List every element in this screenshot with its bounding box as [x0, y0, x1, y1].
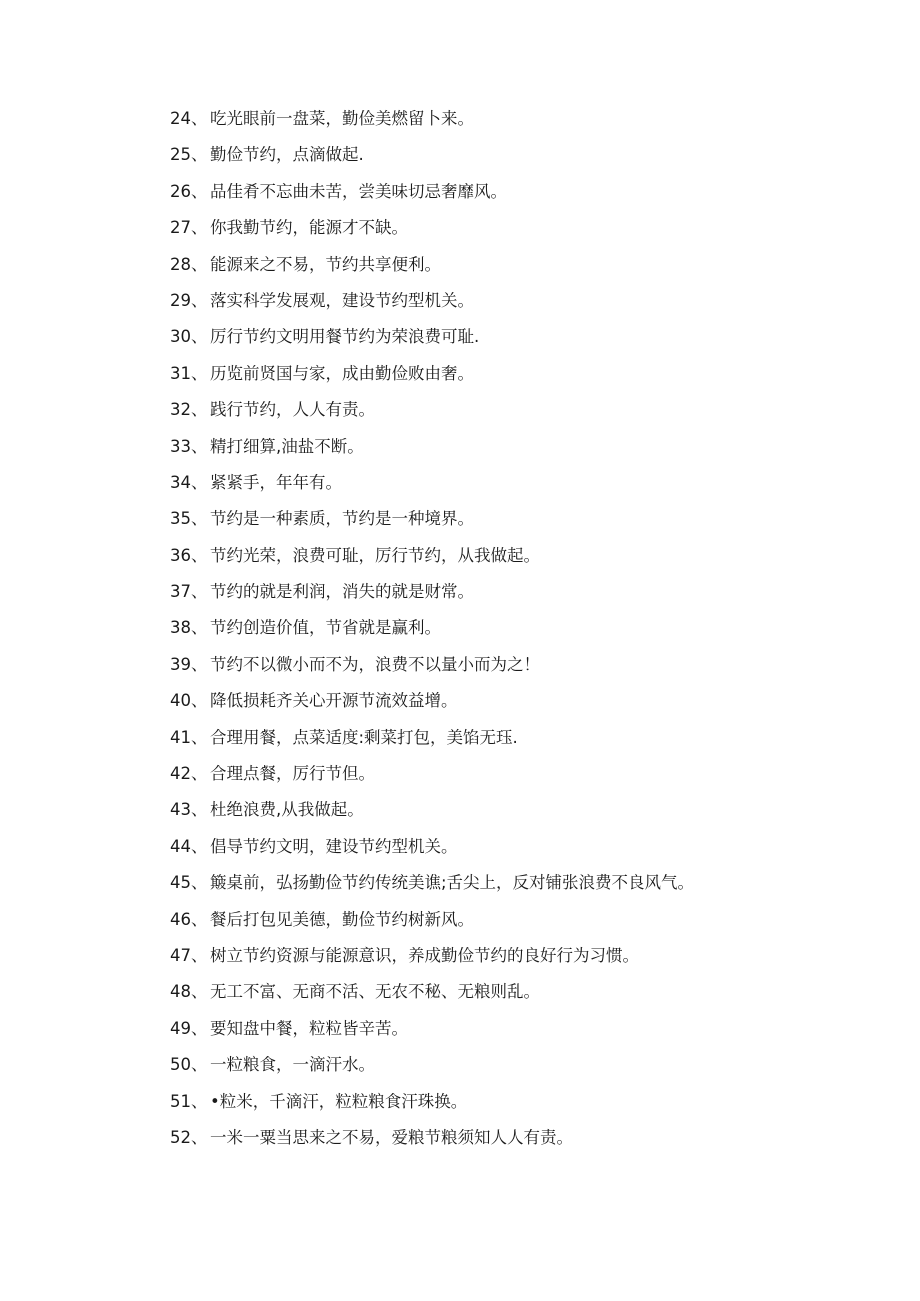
item-number: 24、 — [170, 109, 208, 128]
item-text: 厉行节约文明用餐节约为荣浪费可耻. — [210, 327, 480, 347]
item-number: 49、 — [170, 1018, 208, 1038]
list-item — [170, 574, 890, 610]
item-text: 历览前贤国与家，成由勤俭败由奢。 — [210, 363, 474, 383]
item-text: 吃光眼前一盘菜，勤俭美燃留卜来。 — [210, 109, 474, 128]
list-item — [170, 247, 890, 283]
item-number: 35、 — [170, 509, 208, 529]
list-item — [170, 647, 890, 683]
list-item — [170, 137, 890, 173]
list-item — [170, 1120, 890, 1156]
item-text: 能源来之不易，节约共享便利。 — [210, 254, 441, 274]
list-item — [170, 610, 890, 646]
list-item — [170, 465, 890, 501]
list-item — [170, 902, 890, 938]
item-text: 树立节约资源与能源意识，养成勤俭节约的良好行为习惯。 — [210, 945, 639, 965]
item-number: 29、 — [170, 290, 208, 310]
item-number: 47、 — [170, 945, 208, 965]
item-number: 26、 — [170, 181, 208, 201]
item-text: •粒米，千滴汗，粒粒粮食汗珠换。 — [210, 1091, 468, 1111]
item-number: 38、 — [170, 618, 208, 638]
item-number: 42、 — [170, 764, 208, 784]
list-item — [170, 865, 890, 901]
list-item — [170, 683, 890, 719]
item-number: 34、 — [170, 472, 208, 492]
item-text: 精打细算,油盐不断。 — [210, 436, 364, 456]
item-number: 30、 — [170, 327, 208, 347]
item-number: 39、 — [170, 654, 208, 674]
item-number: 43、 — [170, 800, 208, 820]
item-text: 落实科学发展观，建设节约型机关。 — [210, 290, 474, 310]
item-number: 48、 — [170, 982, 208, 1002]
list-item — [170, 938, 890, 974]
item-number: 31、 — [170, 363, 208, 383]
item-text: 勤俭节约，点滴做起. — [210, 145, 364, 165]
item-text: 节约是一种素质，节约是一种境界。 — [210, 509, 474, 529]
list-item — [170, 974, 890, 1010]
item-number: 40、 — [170, 691, 208, 711]
item-text: 杜绝浪费,从我做起。 — [210, 800, 364, 820]
item-text: 品佳肴不忘曲未苦，尝美味切忌奢靡风。 — [210, 181, 507, 201]
item-number: 41、 — [170, 727, 208, 747]
item-text: 合理用餐，点菜适度:剩菜打包，美馅无珏. — [210, 727, 518, 747]
item-text: 簸桌前，弘扬勤俭节约传统美谯;舌尖上，反对铺张浪费不良风气。 — [210, 873, 695, 893]
list-item — [170, 283, 890, 319]
list-item — [170, 356, 890, 392]
list-item — [170, 429, 890, 465]
item-number: 52、 — [170, 1127, 208, 1147]
item-number: 27、 — [170, 218, 208, 238]
list-item — [170, 392, 890, 428]
list-item — [170, 756, 890, 792]
list-item — [170, 720, 890, 756]
item-text: 降低损耗齐关心开源节流效益增。 — [210, 691, 458, 711]
item-text: 节约不以微小而不为，浪费不以量小而为之！ — [210, 654, 540, 674]
item-text: 合理点餐，厉行节但。 — [210, 764, 375, 784]
item-number: 51、 — [170, 1091, 208, 1111]
item-number: 25、 — [170, 145, 208, 165]
list-item — [170, 792, 890, 828]
item-text: 践行节约，人人有责。 — [210, 400, 375, 420]
item-text: 节约创造价值，节省就是赢利。 — [210, 618, 441, 638]
item-text: 一粒粮食，一滴汗水。 — [210, 1055, 375, 1075]
list-item — [170, 319, 890, 355]
item-text: 紧紧手，年年有。 — [210, 472, 342, 492]
item-text: 节约的就是利润，消失的就是财常。 — [210, 582, 474, 602]
list-item — [170, 210, 890, 246]
item-number: 37、 — [170, 582, 208, 602]
item-number: 36、 — [170, 545, 208, 565]
item-text: 无工不富、无商不活、无农不秘、无粮则乱。 — [210, 982, 540, 1002]
item-text: 倡导节约文明，建设节约型机关。 — [210, 836, 458, 856]
list-item — [170, 1047, 890, 1083]
list-item — [170, 101, 890, 137]
item-number: 32、 — [170, 400, 208, 420]
item-number: 46、 — [170, 909, 208, 929]
item-number: 28、 — [170, 254, 208, 274]
item-number: 50、 — [170, 1055, 208, 1075]
item-text: 节约光荣，浪费可耻，厉行节约，从我做起。 — [210, 545, 540, 565]
list-item — [170, 1011, 890, 1047]
item-text: 餐后打包见美德，勤俭节约树新风。 — [210, 909, 474, 929]
list-item — [170, 1084, 890, 1120]
slogan-list — [170, 101, 890, 1156]
item-text: 你我勤节约，能源才不缺。 — [210, 218, 408, 238]
item-text: 一米一粟当思来之不易，爱粮节粮须知人人有责。 — [210, 1127, 573, 1147]
item-number: 45、 — [170, 873, 208, 893]
list-item — [170, 501, 890, 537]
list-item — [170, 174, 890, 210]
list-item — [170, 538, 890, 574]
list-item — [170, 829, 890, 865]
item-number: 33、 — [170, 436, 208, 456]
item-text: 要知盘中餐，粒粒皆辛苦。 — [210, 1018, 408, 1038]
item-number: 44、 — [170, 836, 208, 856]
